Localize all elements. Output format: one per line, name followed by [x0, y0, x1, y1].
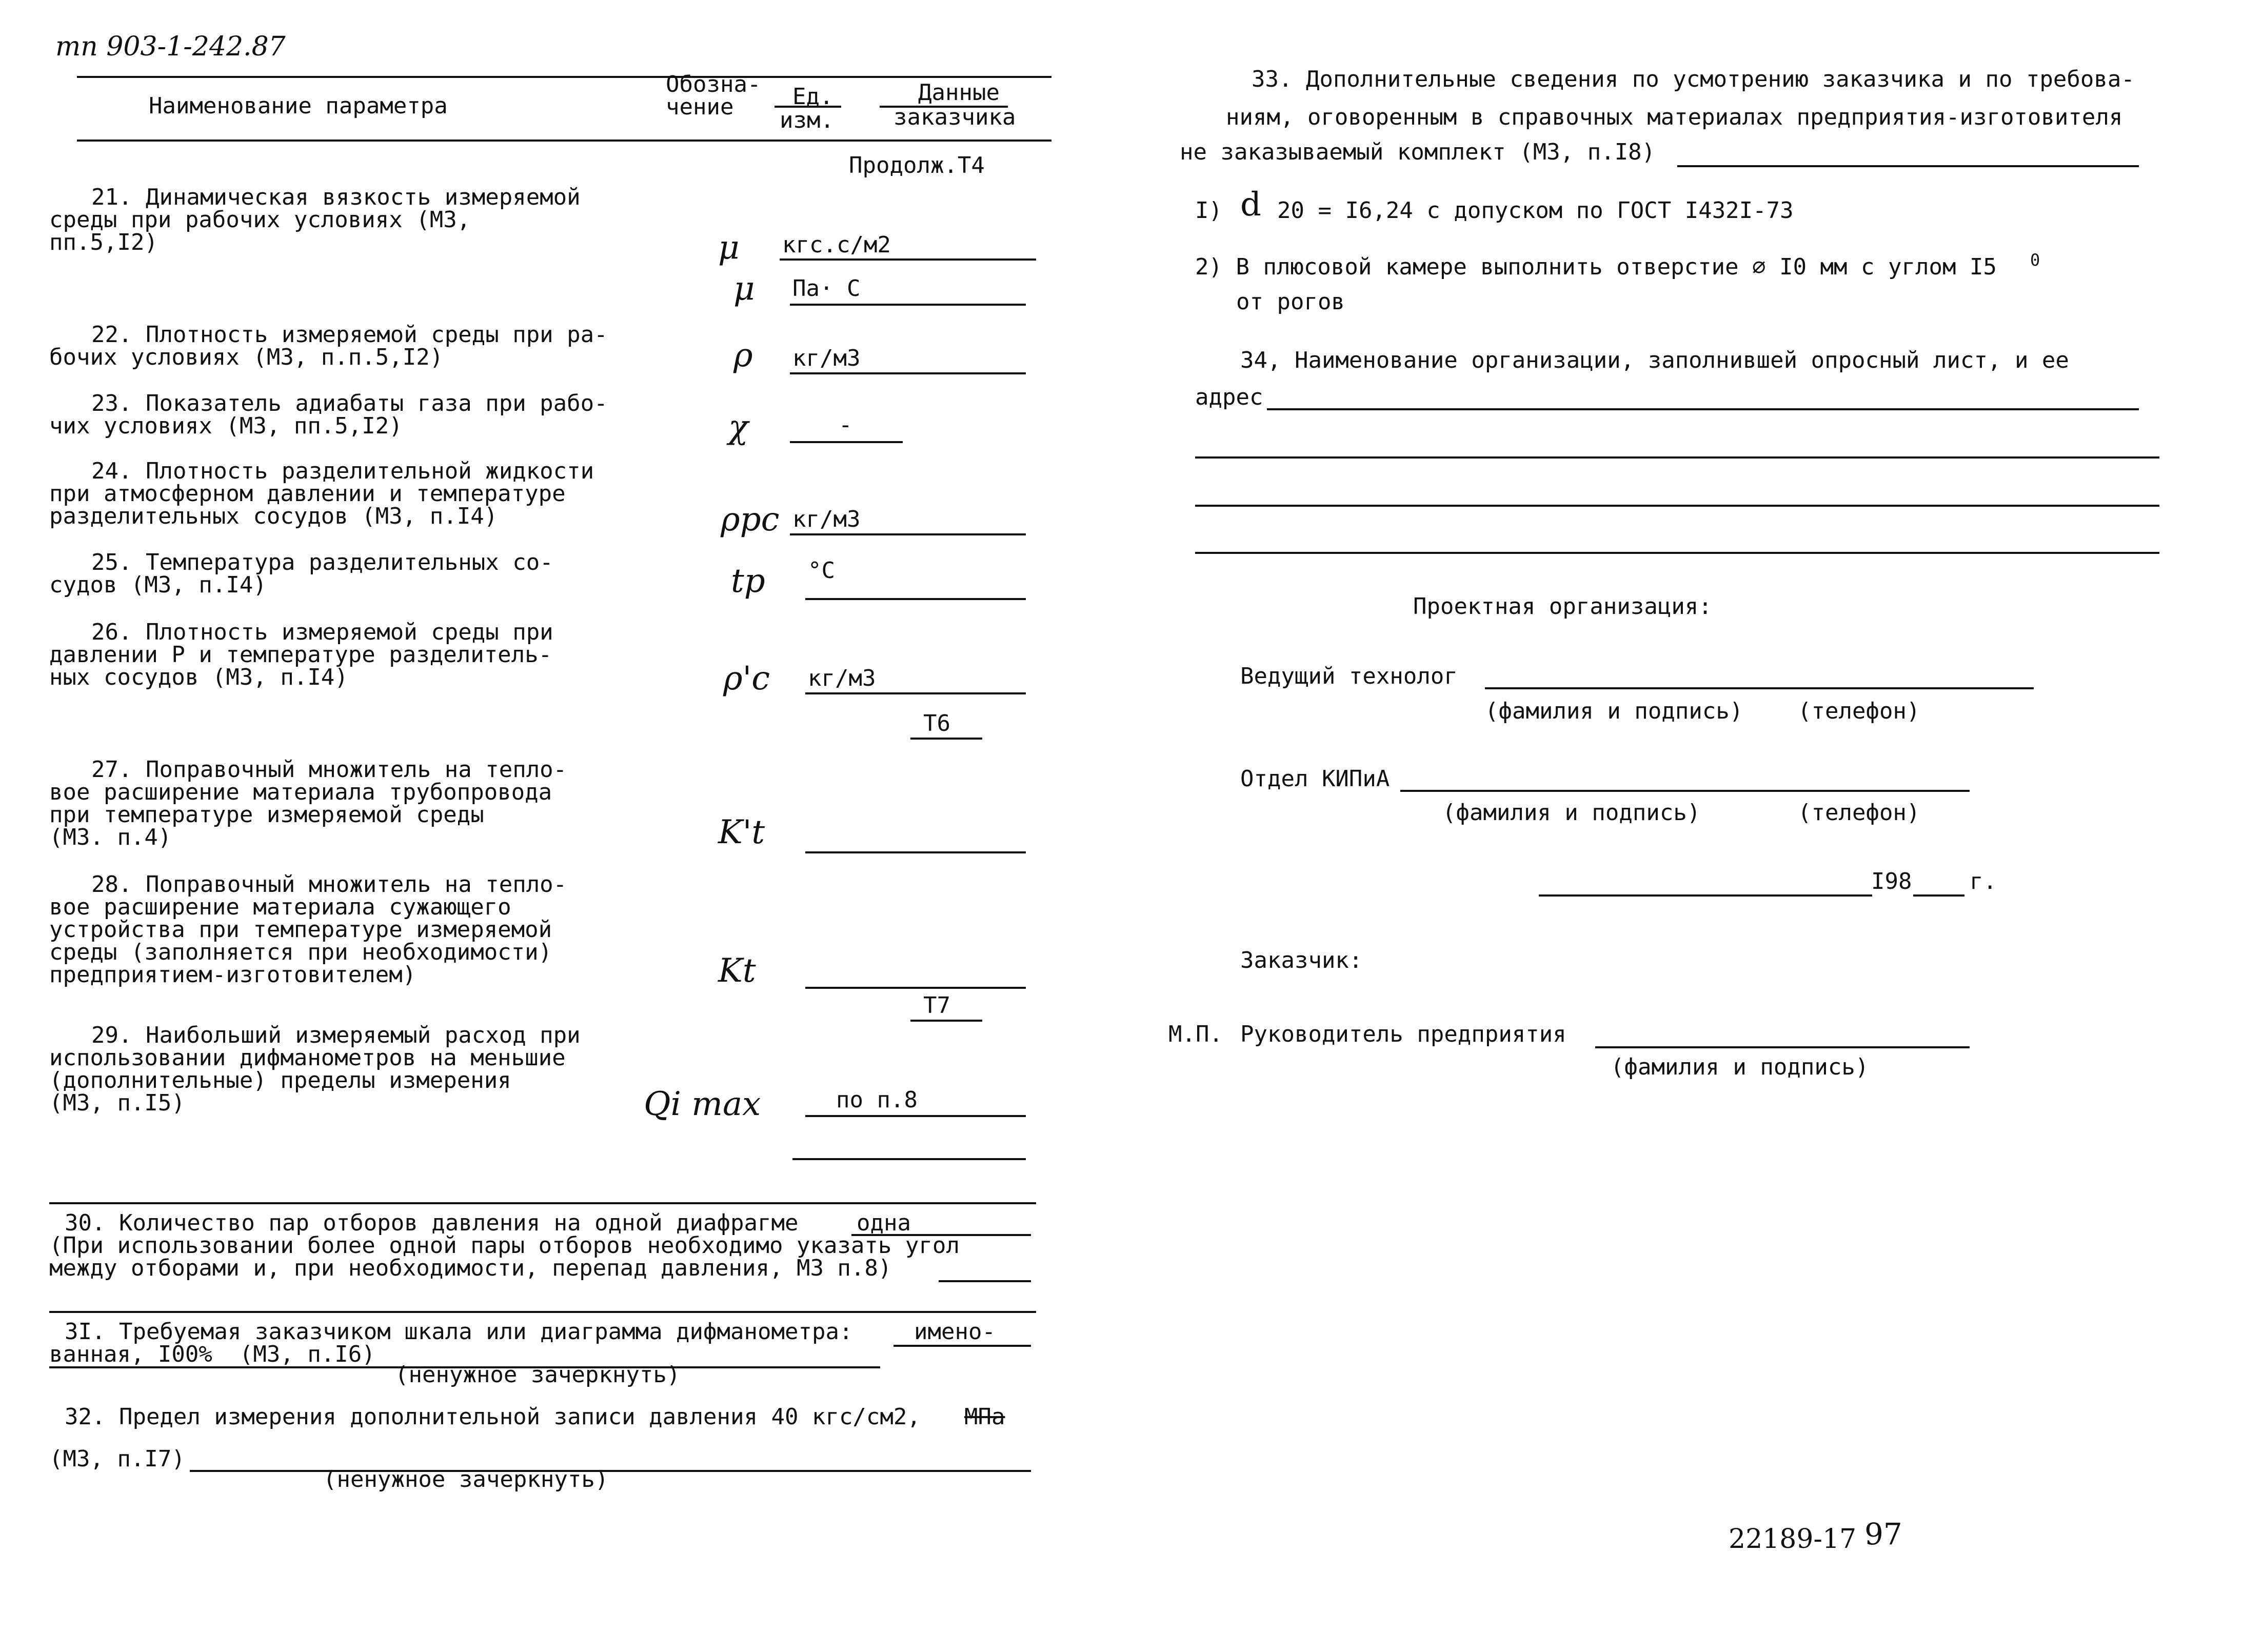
note-2-line1: 2) В плюсовой камере выполнить отверстие ∅ I0 мм с углом I5	[1195, 254, 1997, 280]
director-field	[1595, 1046, 1970, 1048]
kip-dept-sig-name: (фамилия и подпись)	[1442, 800, 1701, 826]
note-2-sup: 0	[2030, 250, 2040, 270]
director-sig-name: (фамилия и подпись)	[1611, 1054, 1869, 1080]
param-31-value1: именo-	[914, 1319, 996, 1345]
date-year: I98	[1871, 868, 1912, 894]
param-25-field	[805, 598, 1026, 600]
param-24-line2: при атмосферном давлении и температуре	[49, 481, 566, 507]
param-26-unit: кг/м3	[808, 665, 876, 691]
param-24-field	[790, 533, 1026, 535]
stamp-place-label: М.П.	[1168, 1021, 1223, 1047]
param-24-symbol: ρpc	[721, 501, 780, 539]
col-header-param: Наименование параметра	[149, 93, 448, 119]
param-30-line3: между отборами и, при необходимости, перепад давления, МЗ п.8)	[49, 1255, 892, 1281]
doc-code: тп 903-1-242.87	[55, 31, 286, 62]
param-26-line2: давлении Р и температуре разделитель-	[49, 642, 552, 668]
param-23-symbol: χ	[728, 408, 748, 446]
param-27-line1: 27. Поправочный множитель на тепло-	[91, 757, 567, 783]
kip-dept-label: Отдел КИПиА	[1240, 766, 1390, 792]
note-1-text: 20 = I6,24 с допуском по ГОСТ I432I-73	[1277, 197, 1794, 224]
kip-dept-field	[1400, 790, 1970, 792]
param-29-line1: 29. Наибольший измеряемый расход при	[91, 1022, 581, 1048]
col-header-unit-2: изм.	[780, 107, 834, 133]
param-26-field	[805, 692, 1026, 694]
col-header-designation-2: чение	[666, 94, 734, 120]
param-21-unit-1: кгс.с/м2	[782, 232, 891, 258]
param-26-symbol: ρ'c	[723, 660, 770, 698]
lead-tech-label: Ведущий технолог	[1240, 663, 1458, 689]
param-29-line2: использовании дифманометров на меньшие	[49, 1045, 566, 1071]
param-22-unit: кг/м3	[792, 345, 861, 371]
param-34-field-2	[1195, 456, 2159, 459]
param-22-symbol: ρ	[733, 336, 753, 374]
lead-tech-sig-phone: (телефон)	[1798, 698, 1920, 724]
param-27-field	[805, 851, 1026, 853]
param-23-field	[790, 441, 903, 443]
param-25-line2: судов (МЗ, п.I4)	[49, 572, 267, 598]
lead-tech-sig-name: (фамилия и подпись)	[1485, 698, 1743, 724]
param-21-line1: 21. Динамическая вязкость измеряемой	[91, 184, 581, 210]
kip-dept-sig-phone: (телефон)	[1798, 800, 1920, 826]
table-header-bottom-rule	[77, 140, 1051, 142]
param-31-field	[894, 1345, 1031, 1347]
section-30-top-rule	[49, 1202, 1036, 1204]
param-21-symbol-1: μ	[718, 229, 740, 267]
param-32-line1: 32. Предел измерения дополнительной записи давления 40 кгс/см2,	[65, 1404, 921, 1430]
param-29-symbol: Qi max	[644, 1085, 761, 1123]
param-30-field-2	[939, 1280, 1031, 1282]
param-25-unit: °C	[808, 558, 835, 584]
param-28-line4: среды (заполняется при необходимости)	[49, 939, 552, 965]
param-32-struck: МПа	[964, 1404, 1005, 1430]
customer-header-rule	[880, 106, 1008, 108]
param-34-line1: 34, Наименование организации, заполнившей опросный лист, и ее	[1240, 347, 2069, 373]
param-26-line3: ных сосудов (МЗ, п.I4)	[49, 664, 348, 690]
param-21-line2: среды при рабочих условиях (МЗ,	[49, 207, 471, 233]
param-28-field	[805, 987, 1026, 989]
param-26-line1: 26. Плотность измеряемой среды при	[91, 619, 553, 645]
param-28-line1: 28. Поправочный множитель на тепло-	[91, 871, 567, 898]
param-34-field-4	[1195, 552, 2159, 554]
project-org-title: Проектная организация:	[1413, 593, 1712, 620]
note-1-symbol: d	[1240, 186, 1261, 224]
param-30-value: одна	[857, 1210, 911, 1236]
param-21-symbol-2: μ	[733, 270, 755, 308]
page-number: 97	[1864, 1517, 1902, 1551]
table-t6-label: Т6	[923, 710, 950, 737]
param-32-line2: (МЗ, п.I7)	[49, 1446, 185, 1472]
note-2-line2: от рогов	[1236, 289, 1345, 315]
date-field	[1539, 894, 1872, 897]
param-27-symbol: K't	[718, 813, 765, 851]
param-33-line2: ниям, оговоренным в справочных материалах предприятия-изготовителя	[1226, 104, 2123, 130]
param-34-field-1	[1267, 408, 2139, 410]
unit-header-rule	[775, 106, 841, 108]
customer-title: Заказчик:	[1240, 947, 1363, 973]
param-32-note: (ненужное зачеркнуть)	[323, 1466, 609, 1492]
archive-stamp: 22189-17	[1729, 1524, 1857, 1555]
table-t6-rule	[910, 738, 982, 740]
param-27-line3: при температуре измеряемой среды	[49, 802, 484, 828]
param-25-line1: 25. Температура разделительных со-	[91, 549, 553, 575]
table-top-rule	[77, 76, 1051, 78]
param-21-field-1	[780, 258, 1036, 261]
param-29-field	[805, 1115, 1026, 1117]
param-30-line2: (При использовании более одной пары отборов необходимо указать угол	[49, 1232, 960, 1259]
param-21-unit-2: Па· С	[792, 275, 861, 302]
param-23-value: -	[839, 412, 852, 438]
table-t7-rule	[910, 1020, 982, 1022]
param-21-line3: пп.5,I2)	[49, 229, 158, 255]
param-24-unit: кг/м3	[792, 506, 861, 532]
param-33-field	[1677, 165, 2139, 167]
date-year-suffix: г.	[1970, 868, 1997, 894]
param-22-line1: 22. Плотность измеряемой среды при ра-	[91, 322, 608, 348]
param-28-symbol: Kt	[718, 952, 756, 990]
col-header-designation-1: Обозна-	[666, 71, 761, 97]
param-23-line1: 23. Показатель адиабаты газа при рабо-	[91, 390, 608, 416]
col-header-unit-1: Ед.	[792, 84, 833, 110]
section-31-top-rule	[49, 1311, 1036, 1313]
param-31-line1: 3I. Требуемая заказчиком шкала или диаграмма дифманометра:	[65, 1319, 853, 1345]
param-29-value: по п.8	[836, 1087, 918, 1113]
param-22-field	[790, 372, 1026, 374]
director-label: Руководитель предприятия	[1240, 1021, 1566, 1047]
param-25-symbol: tp	[731, 562, 765, 600]
param-27-line2: вое расширение материала трубопровода	[49, 779, 552, 805]
param-28-line5: предприятием-изготовителем)	[49, 962, 416, 988]
param-24-line1: 24. Плотность разделительной жидкости	[91, 458, 594, 484]
param-29-field-2	[792, 1158, 1026, 1160]
param-31-note: (ненужное зачеркнуть)	[395, 1362, 681, 1388]
param-22-line2: бочих условиях (МЗ, п.п.5,I2)	[49, 344, 444, 370]
param-34-line2: адрес	[1195, 384, 1263, 410]
param-30-line1: 30. Количество пар отборов давления на одной диафрагме	[65, 1210, 799, 1236]
param-33-line3: не заказываемый комплект (МЗ, п.I8)	[1180, 139, 1656, 165]
param-29-line3: (дополнительные) пределы измерения	[49, 1067, 511, 1093]
param-32-field	[190, 1470, 1031, 1472]
param-29-line4: (МЗ, п.I5)	[49, 1090, 185, 1116]
col-header-customer-2: заказчика	[894, 104, 1016, 130]
param-34-field-3	[1195, 505, 2159, 507]
lead-tech-field	[1485, 687, 2034, 689]
param-33-line1: 33. Дополнительные сведения по усмотрению заказчика и по требова-	[1252, 66, 2135, 92]
note-1-prefix: I)	[1195, 197, 1222, 224]
param-31-line2: ванная, I00% (МЗ, п.I6)	[49, 1341, 375, 1367]
table-t7-label: Т7	[923, 992, 950, 1019]
col-header-customer-1: Данные	[918, 79, 1000, 106]
date-year-field	[1913, 894, 1964, 897]
param-24-line3: разделительных сосудов (МЗ, п.I4)	[49, 503, 498, 529]
param-27-line4: (МЗ. п.4)	[49, 824, 172, 850]
param-28-line2: вое расширение материала сужающего	[49, 894, 511, 920]
continuation-label: Продолж.Т4	[849, 152, 985, 178]
param-23-line2: чих условиях (МЗ, пп.5,I2)	[49, 413, 403, 439]
param-28-line3: устройства при температуре измеряемой	[49, 917, 552, 943]
param-21-field-2	[790, 304, 1026, 306]
